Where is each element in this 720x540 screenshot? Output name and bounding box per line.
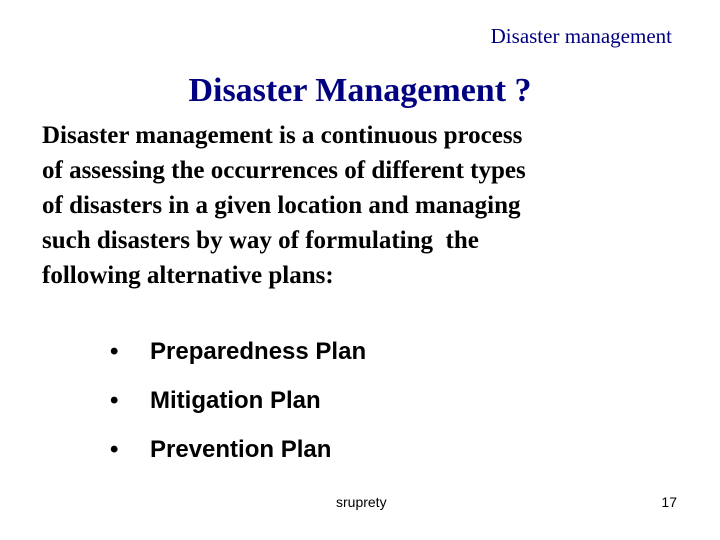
plan-item-mitigation: [110, 383, 366, 432]
body-line: following alternative plans:: [42, 262, 334, 289]
body-paragraph: [42, 118, 692, 293]
bullet-icon: •: [110, 387, 119, 414]
body-line: of assessing the occurrences of different types: [42, 157, 526, 184]
header-label: Disaster management: [490, 24, 672, 48]
footer-author: sruprety: [336, 494, 387, 510]
page-number: 17: [661, 494, 677, 510]
plan-item-label: Mitigation Plan: [150, 387, 321, 414]
plan-item-label: Prevention Plan: [150, 436, 332, 463]
slide-title: Disaster Management ?: [188, 72, 532, 109]
plan-item-prevention: [110, 432, 366, 481]
plan-list: [110, 334, 366, 481]
plan-item-label: Preparedness Plan: [150, 338, 367, 365]
body-line: of disasters in a given location and managing: [42, 192, 521, 219]
bullet-icon: •: [110, 436, 119, 463]
body-line: Disaster management is a continuous process: [42, 122, 523, 149]
plan-item-preparedness: [110, 334, 366, 383]
body-line: such disasters by way of formulating the: [42, 227, 479, 254]
bullet-icon: •: [110, 338, 119, 365]
